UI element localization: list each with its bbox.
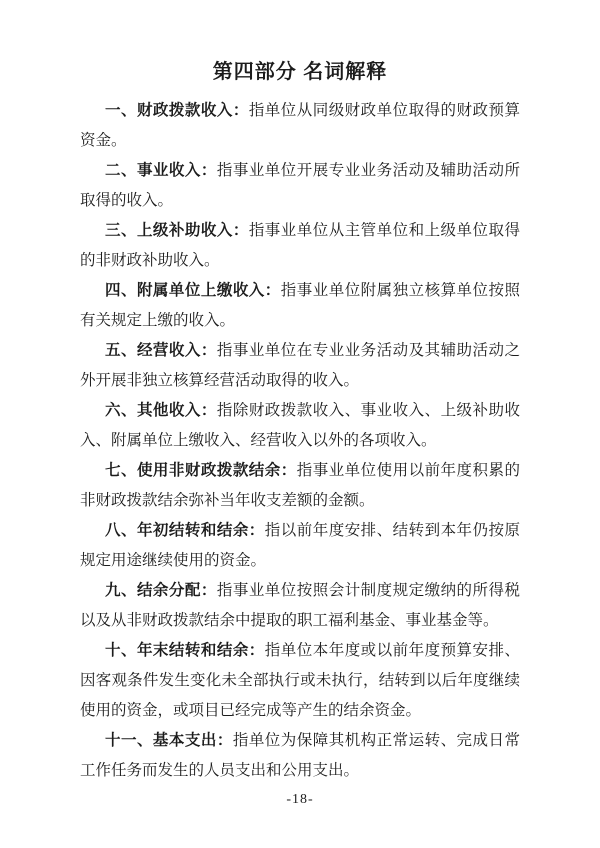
page-title: 第四部分 名词解释 xyxy=(212,61,388,83)
glossary-item xyxy=(80,396,520,456)
glossary-list xyxy=(80,96,520,786)
glossary-item xyxy=(80,726,520,786)
glossary-item xyxy=(80,216,520,276)
glossary-item xyxy=(80,456,520,516)
term-label: 八、年初结转和结余： xyxy=(105,522,265,539)
definition-text: 指以前年度安排、结转到本年仍按原规定用途继续使用的资金。 xyxy=(80,522,520,569)
definition-text: 指单位为保障其机构正常运转、完成日常工作任务而发生的人员支出和公用支出。 xyxy=(80,732,520,779)
definition-text: 指除财政拨款收入、事业收入、上级补助收入、附属单位上缴收入、经营收入以外的各项收入。 xyxy=(80,402,520,449)
term-label: 三、上级补助收入： xyxy=(105,222,249,239)
definition-text: 指单位本年度或以前年度预算安排、因客观条件发生变化未全部执行或未执行，结转到以后年度继续使用的资金，或项目已经完成等产生的结余资金。 xyxy=(80,642,520,719)
glossary-item xyxy=(80,516,520,576)
page-number: -18- xyxy=(286,792,314,807)
definition-text: 指事业单位按照会计制度规定缴纳的所得税以及从非财政拨款结余中提取的职工福利基金、事业基金等。 xyxy=(80,582,520,629)
term-label: 六、其他收入： xyxy=(105,402,217,419)
term-label: 十、年末结转和结余： xyxy=(105,642,265,659)
definition-text: 指事业单位开展专业业务活动及辅助活动所取得的收入。 xyxy=(80,162,520,209)
glossary-item xyxy=(80,276,520,336)
glossary-item xyxy=(80,336,520,396)
term-label: 四、附属单位上缴收入： xyxy=(105,282,281,299)
definition-text: 指事业单位使用以前年度积累的非财政拨款结余弥补当年收支差额的金额。 xyxy=(80,462,520,509)
glossary-item xyxy=(80,96,520,156)
term-label: 二、事业收入： xyxy=(105,162,217,179)
term-label: 九、结余分配： xyxy=(105,582,217,599)
glossary-item xyxy=(80,156,520,216)
glossary-item xyxy=(80,576,520,636)
definition-text: 指事业单位附属独立核算单位按照有关规定上缴的收入。 xyxy=(80,282,520,329)
definition-text: 指事业单位在专业业务活动及其辅助活动之外开展非独立核算经营活动取得的收入。 xyxy=(80,342,520,389)
term-label: 十一、基本支出： xyxy=(105,732,233,749)
glossary-item xyxy=(80,636,520,726)
definition-text: 指单位从同级财政单位取得的财政预算资金。 xyxy=(80,102,520,149)
definition-text: 指事业单位从主管单位和上级单位取得的非财政补助收入。 xyxy=(80,222,520,269)
term-label: 七、使用非财政拨款结余： xyxy=(105,462,297,479)
term-label: 一、财政拨款收入： xyxy=(105,102,249,119)
term-label: 五、经营收入： xyxy=(105,342,217,359)
